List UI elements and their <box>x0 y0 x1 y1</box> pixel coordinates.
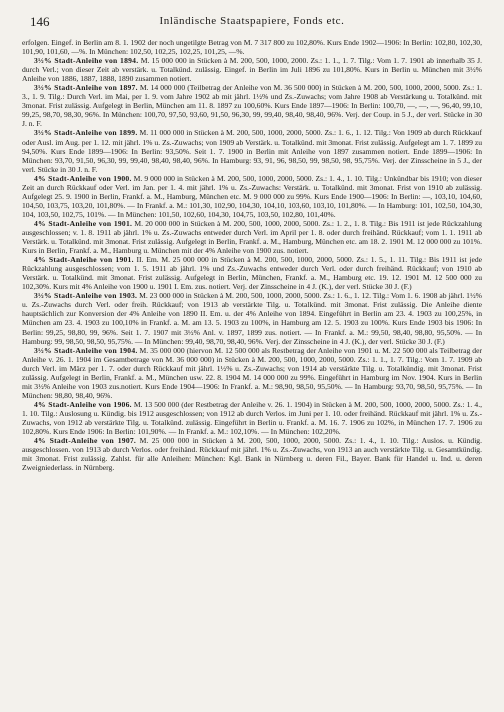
loan-heading: 4% Stadt-Anleihe von 1907. <box>34 436 137 446</box>
loan-heading: 3½% Stadt-Anleihe von 1897. <box>34 83 138 93</box>
loan-entry <box>22 174 482 219</box>
loan-entry <box>22 291 482 345</box>
page-number: 146 <box>30 14 50 29</box>
loan-text: M. 20 000 000 in Stücken à M. 200, 500, 1000, 2000, 5000. Zs.: 1. 2., 1. 8. Tilg.: Bis 1911 ist jede Rückzahlung ausgeschlossen; v. 1. 8. 1911 ab jährl. 1% u. Zs.-Zuwachs entweder durch Verl. im April per 1. 8. oder durch freihänd. Rückkauf; vom 1. 1. 1911 ab Verstärk. u. Totalkünd. mit 3monat. Frist zulässig. Aufgelegt in Berlin, Frankf. a. M., Hamburg, München etc. am 18. 2. 1901 M. 12 000 000 zu 101%. Kurs in Berlin, Frankf. a. M., Hamburg u. München mit der 4% Anleihe von 1900 zus. notiert. <box>22 218 482 256</box>
paragraph-text: erfolgen. Eingef. in Berlin am 8. 1. 1902 der noch ungetilgte Betrag von M. 7 317 800 zu 102,80%. Kurs Ende 1902—1906: In Berlin: 102,80, 102,30, 101,90, 101,60, —%. In München: 102,50, 102,25, 102,25, 101,25, —%. <box>22 38 482 57</box>
loan-entry <box>22 128 482 173</box>
loan-heading: 3½% Stadt-Anleihe von 1899. <box>34 128 138 138</box>
loan-text: M. 15 000 000 in Stücken à M. 200, 500, 1000, 2000. Zs.: 1. 1., 1. 7. Tilg.: Vom 1. 7. 1901 ab innerhalb 35 J. durch Verl.; von dieser Zeit ab verstärk. u. Totalkünd. zulässig. Eingef. in Berlin im Juli 1896 zu 101,80%. Kurs in Berlin u. München mit 3½% Anleihe von 1886, 1887, 1888, 1890 zusammen notiert. <box>22 56 483 84</box>
loan-entry <box>22 346 482 400</box>
loan-entry <box>22 255 482 291</box>
loan-entry <box>22 56 482 83</box>
loan-heading: 4% Stadt-Anleihe von 1900. <box>34 173 132 183</box>
loan-text: M. 11 000 000 in Stücken à M. 200, 500, 1000, 2000, 5000. Zs.: 1. 6., 1. 12. Tilg.: Von 1909 ab durch Rückkauf oder Ausl. im Aug. per 1. 12. mit jährl. 1% u. Zs.-Zuwachs; von 1909 ab Verstärk. u. Totalkünd. mit 3monat. Frist zulässig. Aufgelegt am 1. 7. 1899 zu 94,50%. Kurs Ende 1899—1906: In Berlin: 93,50%. Seit 1. 7. 1900 in Berlin mit Anleihe von 1897 zusammen notiert. Ende 1899—1906: In München: 93,70, 91,50, 96,30, 99, 99,40, 98,40, 98,40, 96%. In Hamburg: 93, 91, 96, 98,50, 99, 98,50, 98, 95,75%. Verj. der Zinsscheine in 5 J., der verl. Stücke in 30 J. n. F. <box>22 128 483 174</box>
loan-heading: 3½% Stadt-Anleihe von 1904. <box>34 345 138 355</box>
loan-heading: 4% Stadt-Anleihe von 1901. <box>34 255 134 265</box>
paragraph <box>22 38 482 56</box>
running-title: Inländische Staatspapiere, Fonds etc. <box>159 15 345 27</box>
loan-heading: 3½% Stadt-Anleihe von 1903. <box>34 291 138 301</box>
loan-heading: 3½% Stadt-Anleihe von 1894. <box>34 56 139 66</box>
loan-entry <box>22 400 482 436</box>
loan-text: M. 9 000 000 in Stücken à M. 200, 500, 1000, 2000, 5000. Zs.: 1. 4., 1. 10. Tilg.: Unkündbar bis 1910; von dieser Zeit an durch Rückkauf oder Verl. im Jan. per 1. 4. mit jährl. 1% u. Zs.-Zuwachs: Verstärk. u. Totalkünd. mit 3monat. Frist von 1910 ab zulässig. Aufgelegt 25. 9. 1900 in Berlin, Frankf. a. M., Hamburg, München etc. M. 9 000 000 zu 99%. Kurs Ende 1900—1906: In Berlin: —, 103,10, 104,60, 104,50, 103,75, 103,20, 101,80%. — In Frankf. a. M.: 101,30, 102,90, 104,30, 104,10, 103,60, 103,10, 101,80%. — In Hamburg: 101, 102,50, 104,30, 104, 103,50, 102,75, 101%. — In München: 101,50, 102,60, 104,30, 104,75, 103,50, 102,80, 101,40%. <box>22 173 482 219</box>
loan-text: M. 13 500 000 (der Restbetrag der Anleihe v. 26. 1. 1904) in Stücken à M. 200, 500, 1000, 2000, 5000. Zs.: 1. 4., 1. 10. Tilg.: Auslosung u. Kündig. bis 1912 ausgeschlossen; von 1912 ab durch Verlos. im Juni per 1. 10. oder freihänd. Rückkauf mit jährl. 1% u. Zs.-Zuwachs, von 1912 ab verstärkte Tilg. u. Totalkünd. zulässig. Eingeführt in Berlin u. Frankf. a. M. 16. 7. 1906 zu 102%, in München 17. 7. 1906 zu 102,80%. Kurs Ende 1906: In Berlin: 101,90%. — In Frankf. a. M.: 102,10%. — In München: 102,20%. <box>22 399 482 437</box>
loan-text: M. 14 000 000 (Teilbetrag der Anleihe von M. 36 500 000) in Stücken à M. 200, 500, 1000, 2000, 5000. Zs.: 1. 3., 1. 9. Tilg.: Durch Verl. im Mai, per 1. 9. vom Jahre 1902 ab mit jährl. 1½% und Zs.-Zuwachs; vom Jahre 1908 ab Verstärkung u. Totalkünd. mit 3monat. Frist zulässig. Aufgelegt in Berlin, München am 11. 8. 1897 zu 100,60%. Kurs Ende 1897—1906: In Berlin: 100,70, —, —, —, 96,40, 99,10, 99,25, 98,70, 98,30, 96%. In München: 100,70, 97,50, 93,60, 91,50, 96,30, 99, 99,40, 98,40, 98,40, 96%. Verj. der Coup. in 5 J., der verl. Stücke in 30 J. n. F. <box>22 83 482 129</box>
loan-heading: 4% Stadt-Anleihe von 1901. <box>34 218 133 228</box>
loan-entry <box>22 219 482 255</box>
loan-entry <box>22 436 482 472</box>
page-header <box>22 14 482 32</box>
loan-text: M. 25 000 000 in Stücken à M. 200, 500, 1000, 2000, 5000. Zs.: 1. 4., 1. 10. Tilg.: Auslos. u. Kündig. ausgeschlossen. von 1913 ab durch Verlos. oder freihänd. Rückkauf mit jährl. 1% u. Zs.-Zuwachs, von 1913 an auch verstärkte Tilg. u. Gesamtkündig. mit 3monat. Frist zulässig. Zahlst. für alle Anleihen: München: Kgl. Bank in Nürnberg u. deren Fil., Bayer. Bank für Handel u. Ind. u. deren Zweigniederlass. in Nürnberg. <box>22 436 482 473</box>
loan-heading: 4% Stadt-Anleihe von 1906. <box>34 399 132 409</box>
document-body <box>22 38 482 472</box>
loan-text: M. 35 000 000 (hiervon M. 12 500 000 als Restbetrag der Anleihe von 1901 u. M. 22 500 000 als Teilbetrag der Anleihe v. 26. 1. 1904 im Gesamtbetrage von M. 36 000 000) in Stücken à M. 200, 500, 1000, 2000, 5000. Zs.: 1. 1., 1. 7. Tilg.: Vom 1. 7. 1909 ab durch Verl. im März per 1. 7. oder durch Rückkauf mit jährl. 1½% u. Zs.-Zuwachs; von 1914 ab verstärkte Tilg. u. Totalkündig. mit 3monat. Frist zulässig. Aufgelegt in Berlin, Frankf. a. M., München usw. 22. 8. 1904 M. 14 000 000 zu 99%. Eingeführt in Hamburg im Nov. 1904. Kurs in Berlin mit 3½% Anleihe von 1903 zus.notiert. Kurs Ende 1904—1906: In Frankf. a. M.: 98,90, 98,50, 95,50%. — In Hamburg: 93,70, 98,50, 95,75%. — In München: 98,80, 98,40, 96%. <box>22 345 482 400</box>
loan-text: M. 23 000 000 in Stücken à M. 200, 500, 1000, 2000, 5000. Zs.: 1. 6., 1. 12. Tilg.: Vom 1. 6. 1908 ab jährl. 1½% u. Zs.-Zuwachs durch Verl. oder freih. Rückkauf; von 1913 ab verstärkte Tilg. u. Totalkünd. mit 3monat. Frist zulässig. Die Anleihe diente hauptsächlich zur Konversion der 4% Anleihe von 1890 II. Em. u. der 4% Anleihe von 1894. Eingeführt in Berlin am 23. 4. 1903 zu 100,25%, in München am 23. 4. 1903 zu 100,10% in Frankf. a. M. am 13. 5. 1903 zu 100%, in Hamburg am 12. 5. 1903 zu 100%. Kurs Ende 1903 bis 1906: In Berlin: 99,25, 98,80, 99, 96%. Seit 1. 7. 1907 mit 3½% Anl. v. 1897, 1899 zus. notiert. — In Frankf. a. M.: 99,50, 98,40, 98,80, 95,50%. — In Hamburg: 99, 98,50, 98,50, 95,75%. — In München: 99,40, 98,70, 98,40, 96%. Verj. der Zinsscheine in 4 J. (K.), der verl. Stücke 30 J. (F.) <box>22 291 482 346</box>
loan-entry <box>22 83 482 128</box>
loan-text: II. Em. M. 25 000 000 in Stücken à M. 200, 500, 1000, 2000, 5000. Zs.: 1. 5., 1. 11. Tilg.: Bis 1911 ist jede Rückzahlung ausgeschlossen; vom 1. 5. 1911 ab jährl. 1% und Zs.-Zuwachs entweder durch Verl. oder durch freihänd. Rückkauf; von 1910 ab Verstärk. u. Totalkünd. mit 3monat. Frist zulässig. Aufgelegt in Berlin, München, Frankf. a. M., Hamburg etc. 19. 12. 1901 M. 12 500 000 zu 102,30%. Kurs mit 4% Anleihe von 1900 u. 1901 I. Em. zus. notiert. Verj. der Zinsscheine in 4 J. (K.), der verl. Stücke 30 J. (F.) <box>22 255 482 292</box>
